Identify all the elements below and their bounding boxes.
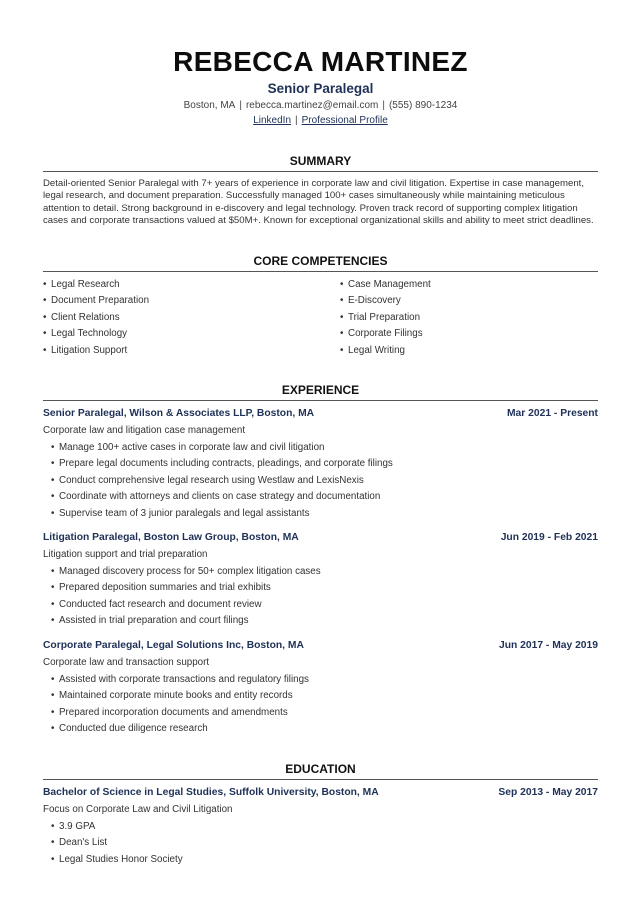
education-heading: EDUCATION	[285, 762, 356, 776]
job-dates: Jun 2017 - May 2019	[498, 640, 598, 651]
job-title: Litigation Paralegal, Boston Law Group, Boston, MA	[43, 532, 299, 543]
list-item: • Manage 100+ active cases in corporate law and civil litigation	[51, 440, 598, 456]
list-item: • Assisted with corporate transactions and regulatory filings	[51, 672, 598, 688]
education-header	[43, 787, 598, 802]
job-dates: Jun 2019 - Feb 2021	[500, 532, 598, 543]
competency-item: • Legal Technology	[43, 328, 323, 344]
linkedin-link[interactable]: LinkedIn	[253, 115, 292, 126]
competency-item: • Client Relations	[43, 312, 323, 328]
experience-heading: EXPERIENCE	[281, 383, 360, 397]
experience-entry	[43, 408, 598, 522]
list-item: • 3.9 GPA	[51, 819, 598, 835]
job-bullets	[43, 440, 598, 522]
list-item: • Conducted fact research and document review	[51, 597, 598, 613]
competency-item: • Trial Preparation	[340, 312, 598, 328]
competency-item: • Document Preparation	[43, 295, 323, 311]
candidate-name: REBECCA MARTINEZ	[173, 46, 468, 77]
education-entry	[43, 787, 598, 868]
summary-divider	[43, 171, 598, 172]
list-item: • Coordinate with attorneys and clients on case strategy and documentation	[51, 489, 598, 505]
job-header	[43, 532, 598, 547]
competency-item: • Legal Writing	[340, 345, 598, 361]
competency-item: • Case Management	[340, 279, 598, 295]
professional-profile-link[interactable]: Professional Profile	[301, 115, 388, 126]
job-summary: Corporate law and transaction support	[43, 657, 210, 668]
competencies-left-list	[43, 279, 323, 361]
job-bullets	[43, 564, 598, 630]
list-item: • Prepared incorporation documents and amendments	[51, 705, 598, 721]
job-summary: Litigation support and trial preparation	[43, 549, 208, 560]
degree-title: Bachelor of Science in Legal Studies, Suffolk University, Boston, MA	[43, 787, 379, 798]
list-item: • Dean's List	[51, 835, 598, 851]
phone: (555) 890-1234	[388, 100, 458, 111]
contact-line	[43, 100, 598, 111]
education-dates: Sep 2013 - May 2017	[498, 787, 598, 798]
list-item: • Conducted due diligence research	[51, 721, 598, 737]
list-item: • Assisted in trial preparation and court filings	[51, 613, 598, 629]
job-header	[43, 640, 598, 655]
separator: |	[382, 100, 385, 111]
competency-item: • Litigation Support	[43, 345, 323, 361]
separator: |	[295, 115, 298, 126]
list-item: • Managed discovery process for 50+ complex litigation cases	[51, 564, 598, 580]
location: Boston, MA	[183, 100, 236, 111]
summary-heading: SUMMARY	[289, 154, 352, 168]
job-header	[43, 408, 598, 423]
summary-text: Detail-oriented Senior Paralegal with 7+ years of experience in corporate law and civil litigation. Expertise in case management, legal research, and document preparation. Successfully managed 100+ cases simultaneously while maintaining meticulous attention to detail. Strong background in e-discovery and legal technology. Proven track record of supporting complex litigation cases and corporate transactions valued at $50M+. Known for exceptional organizational skills and ability to meet strict deadlines.	[43, 178, 594, 226]
competencies-heading: CORE COMPETENCIES	[253, 254, 388, 268]
experience-entry	[43, 532, 598, 630]
list-item: • Maintained corporate minute books and entity records	[51, 688, 598, 704]
job-title: Corporate Paralegal, Legal Solutions Inc, Boston, MA	[43, 640, 304, 651]
job-summary: Corporate law and litigation case management	[43, 425, 246, 436]
list-item: • Conduct comprehensive legal research using Westlaw and LexisNexis	[51, 473, 598, 489]
experience-entry	[43, 640, 598, 738]
list-item: • Legal Studies Honor Society	[51, 852, 598, 868]
separator: |	[239, 100, 242, 111]
experience-divider	[43, 400, 598, 401]
competencies-right-list	[340, 279, 598, 361]
list-item: • Supervise team of 3 junior paralegals and legal assistants	[51, 506, 598, 522]
email[interactable]: rebecca.martinez@email.com	[245, 100, 379, 111]
profile-links	[43, 115, 598, 126]
education-divider	[43, 779, 598, 780]
job-title: Senior Paralegal, Wilson & Associates LLP, Boston, MA	[43, 408, 315, 419]
competencies-divider	[43, 271, 598, 272]
list-item: • Prepare legal documents including contracts, pleadings, and corporate filings	[51, 456, 598, 472]
list-item: • Prepared deposition summaries and trial exhibits	[51, 580, 598, 596]
competency-item: • Legal Research	[43, 279, 323, 295]
candidate-title: Senior Paralegal	[267, 81, 374, 96]
education-bullets	[43, 819, 598, 868]
job-bullets	[43, 672, 598, 738]
competency-item: • E-Discovery	[340, 295, 598, 311]
education-summary: Focus on Corporate Law and Civil Litigation	[43, 804, 233, 815]
job-dates: Mar 2021 - Present	[506, 408, 598, 419]
competency-item: • Corporate Filings	[340, 328, 598, 344]
